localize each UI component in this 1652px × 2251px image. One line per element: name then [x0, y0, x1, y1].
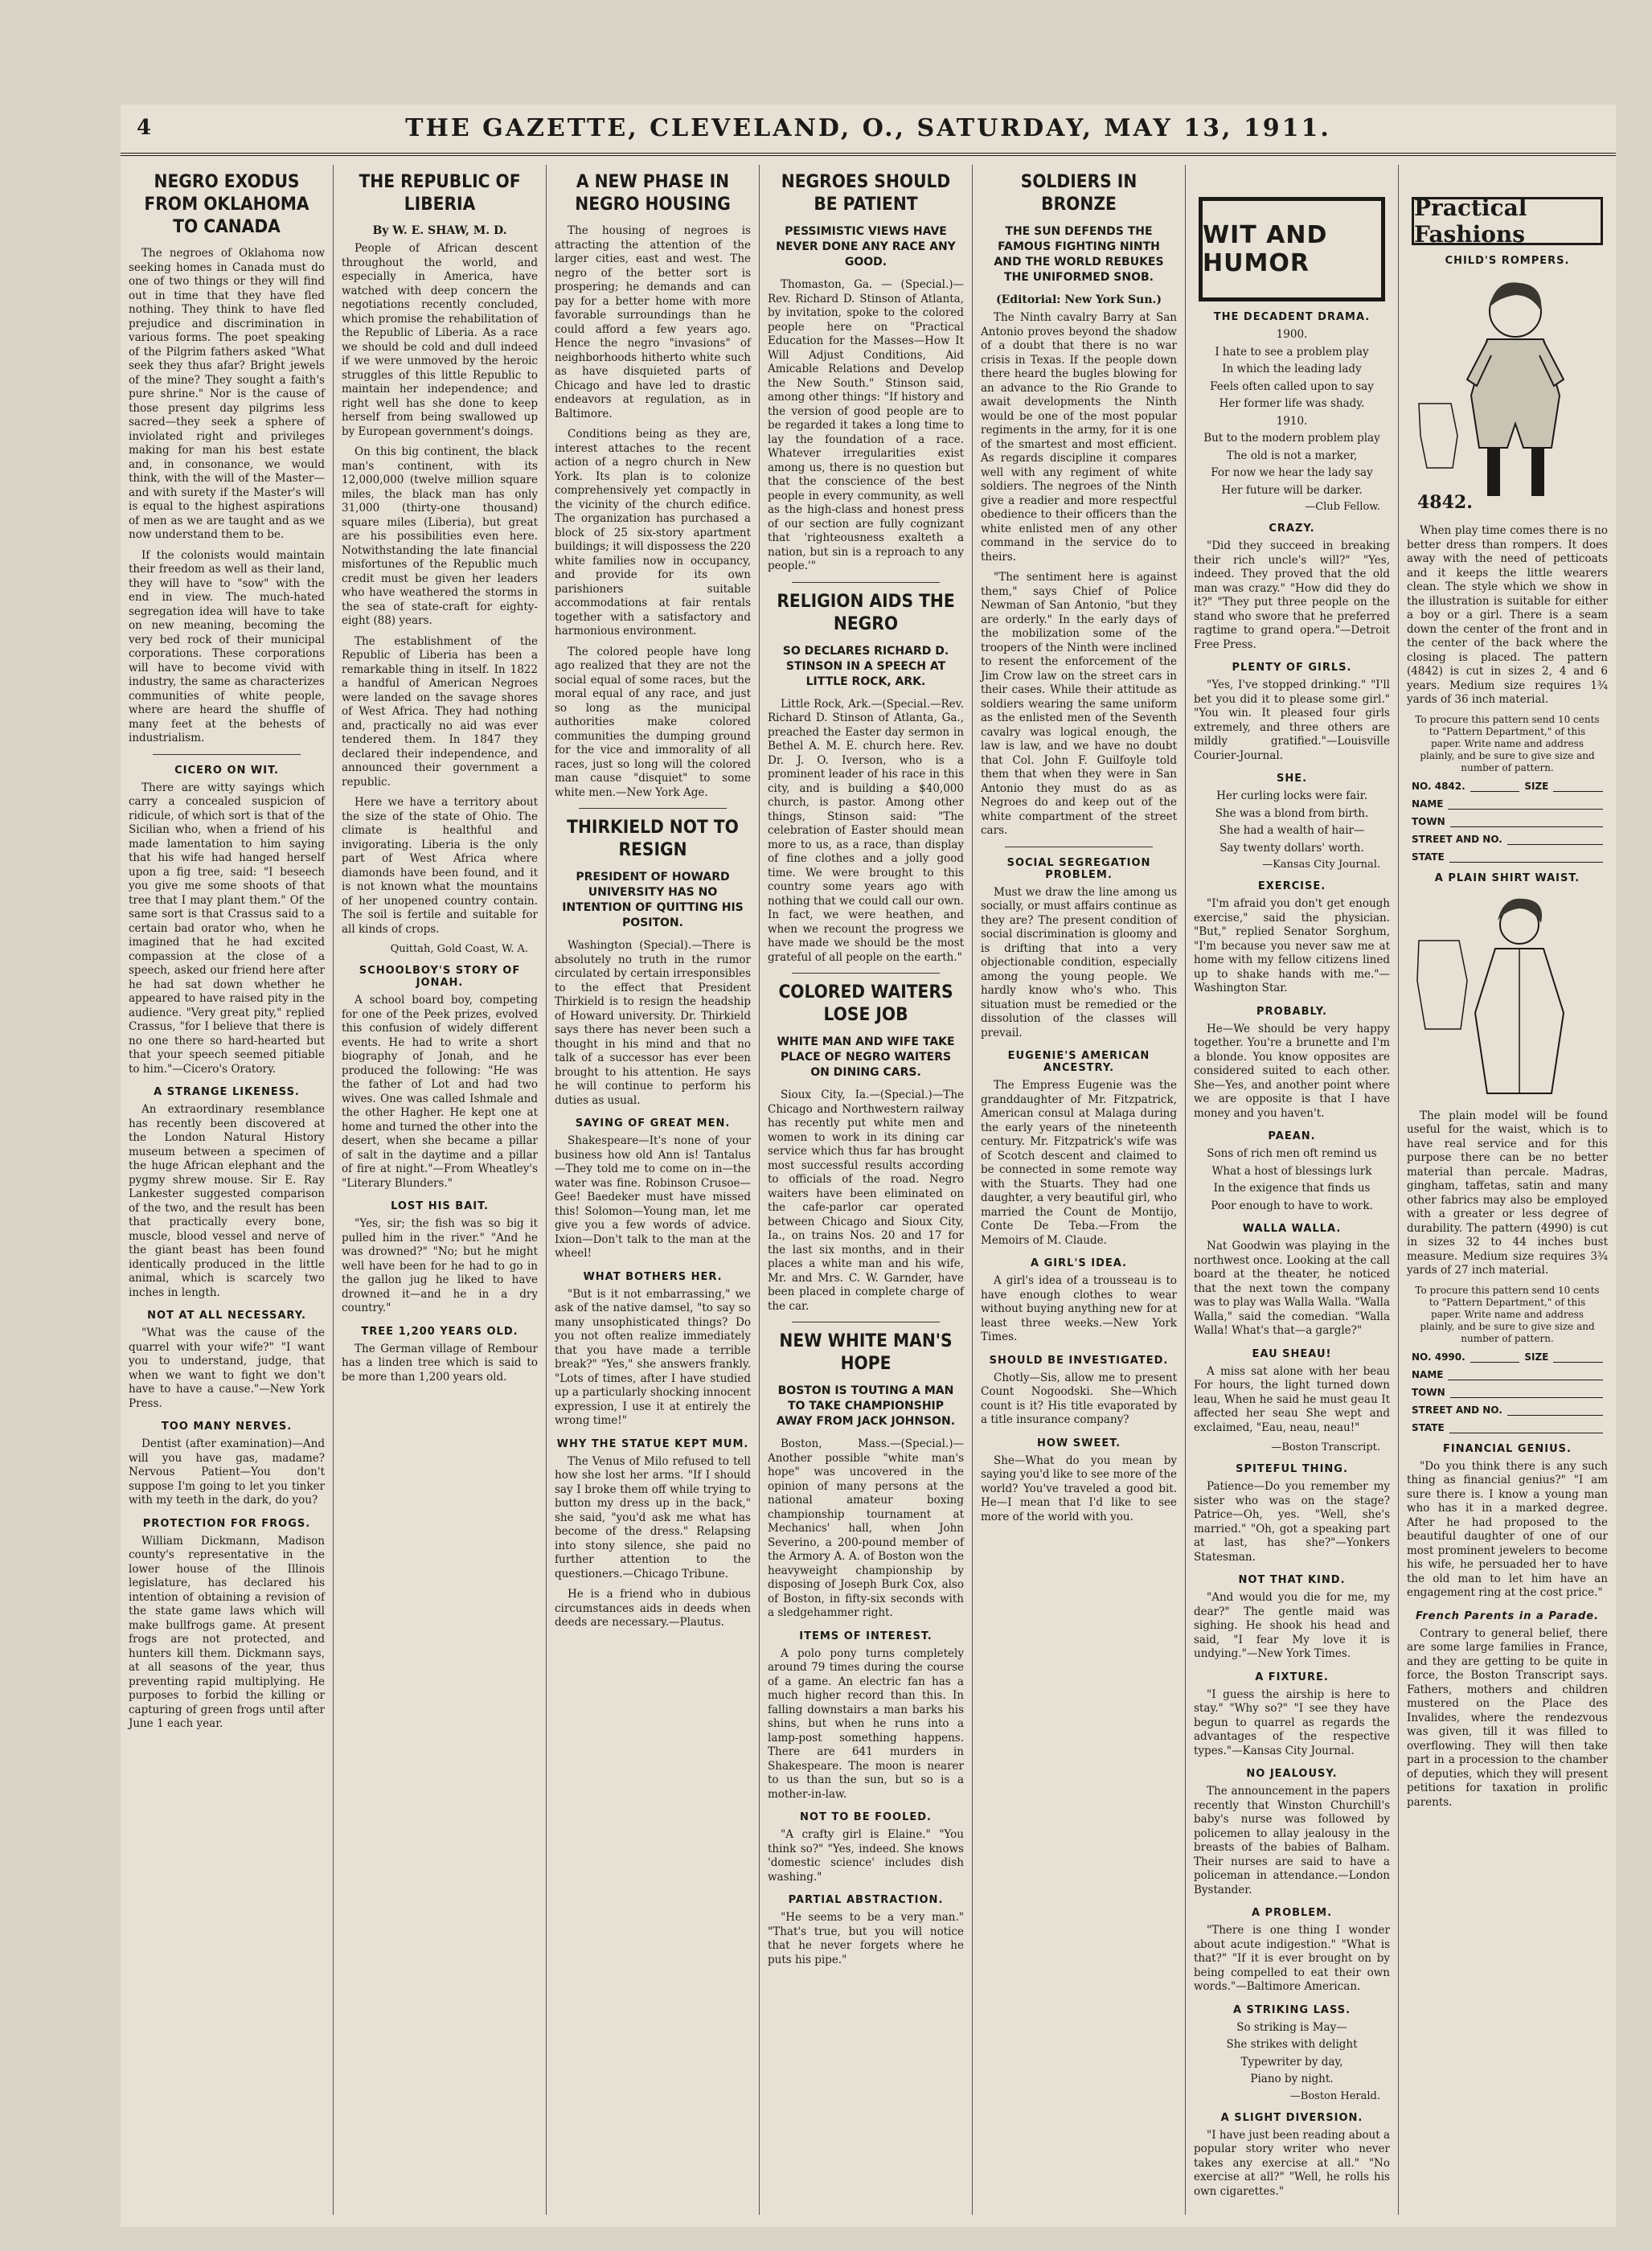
- form-label: TOWN: [1412, 815, 1445, 827]
- order-form-name: [1412, 798, 1603, 810]
- article-paragraph: Little Rock, Ark.—(Special.—Rev. Richard D. Stinson of Atlanta, Ga., preached the Easter day sermon in Bethel A. M. E. church here. Rev. Dr. J. O. Iverson, who is a prominent leader of his race in this city, and is building a $40,000 church, is pastor. Among other things, Stinson said: "The celebration of Easter should mean more to us, as a race, than display of fine clothes and a jolly good time. We were brought to this country some years ago with nothing that we could call our own. In fact, we were heathen, and when we recount the progress we have made we should be the most grateful of all people on the earth.": [768, 697, 964, 964]
- page-number: 4: [137, 116, 152, 140]
- headline-thirkield: THIRKIELD NOT TO RESIGN: [567, 818, 739, 860]
- section-heading: PLENTY OF GIRLS.: [1232, 662, 1352, 674]
- order-form-number: [1412, 781, 1603, 792]
- divider: [792, 582, 940, 583]
- article-paragraph: There are witty sayings which carry a concealed suspicion of ridicule, of which sort is that of the Sicilian who, when a friend of his made lamentation to him saying that his wife had hanged herself upon a fig tree, said: "I beseech you give me some shoots of that tree that I may plant them." Of the same sort is that Crassus said to a certain bad orator who, when he imagined that he had excited compassion at the close of a speech, asked our friend here after he had sat down whether he appeared to have raised pity in the audience. "Very great pity," replied Crassus, "for I believe that there is no one there so hard-hearted but that your speech seemed pitiable to him."—Cicero's Oratory.: [129, 781, 325, 1076]
- headline-soldiers-in-bronze: SOLDIERS IN BRONZE: [1020, 172, 1138, 215]
- form-label: STATE: [1412, 1421, 1445, 1433]
- headline-religion-aids: RELIGION AIDS THE NEGRO: [777, 591, 955, 634]
- form-label: NO. 4990.: [1412, 1351, 1465, 1363]
- poem-line: 1900.: [1276, 328, 1308, 341]
- article-paragraph: If the colonists would maintain their freedom as well as their land, they will have to "sow" with the end in view. The much-hated segregation idea will have to take on new meaning, becoming the very bed rock of their municipal corporations. These corporations will have to become vivid with industry, the same as characterizes communities of white people, where are heard the shuffle of many feet at the behests of industrialism.: [129, 548, 325, 744]
- section-heading: SHE.: [1276, 773, 1308, 785]
- form-blank[interactable]: [1448, 798, 1603, 810]
- newspaper-page: [121, 105, 1616, 2227]
- poem-line: Her future will be darker.: [1221, 483, 1363, 497]
- section-heading: EAU SHEAU!: [1252, 1347, 1332, 1360]
- practical-fashions-header: Practical Fashions: [1412, 197, 1603, 245]
- column-1: [121, 165, 334, 2215]
- section-heading: LOST HIS BAIT.: [391, 1200, 489, 1212]
- article-paragraph: "I'm afraid you don't get enough exercise," said the physician. "But," replied Senator Sorghum, "I'm because you never saw me at home with my fellow citizens lined up to shake hands with me."—Washington Star.: [1194, 897, 1390, 994]
- subheadline: THE SUN DEFENDS THE FAMOUS FIGHTING NINTH AND THE WORLD REBUKES THE UNIFORMED SNOB.: [994, 225, 1164, 284]
- attribution: —Boston Transcript.: [1271, 1441, 1380, 1454]
- divider: [792, 973, 940, 974]
- section-heading: PROTECTION FOR FROGS.: [142, 1517, 311, 1530]
- article-paragraph: The Ninth cavalry Barry at San Antonio proves beyond the shadow of a doubt that there is no war crisis in Texas. If the people down there heard the bugles blowing for an advance to the Rio Grande to await developments the Ninth would be one of the most popular regiments in the army, for it is one of the smartest and most efficient. As regards discipline it compares well with any regiment of white soldiers. The negroes of the Ninth give a readier and more respectful obedience to their officers than the white enlisted men of any other command in the service do to theirs.: [981, 311, 1177, 564]
- subheadline: BOSTON IS TOUTING A MAN TO TAKE CHAMPIONSHIP AWAY FROM JACK JOHNSON.: [776, 1384, 956, 1428]
- source-line: (Editorial: New York Sun.): [996, 293, 1162, 306]
- form-blank[interactable]: [1450, 816, 1603, 827]
- article-paragraph: "Did they succeed in breaking their rich uncle's will?" "Yes, indeed. They proved that the old man was crazy." "How did they do it?" "They put three people on the stand who swore that he preferred ragtime to grand opera."—Detroit Free Press.: [1194, 539, 1390, 651]
- column-3: [547, 165, 760, 2215]
- article-paragraph: "Yes, sir; the fish was so big it pulled him in the river." "And he was drowned?" "No; but he might well have been for he had to go in the gallon jug he liked to have drowned it—and he in a dry country.": [342, 1217, 538, 1314]
- article-paragraph: The Venus of Milo refused to tell how she lost her arms. "If I should say I broke them off while trying to button my dress up in the back," she said, "you'd ask me what has become of the dress." Relapsing into stony silence, she paid no further attention to the questioners.—Chicago Tribune.: [555, 1454, 751, 1581]
- column-4: [760, 165, 973, 2215]
- form-label: STATE: [1412, 851, 1445, 863]
- subheadline: PRESIDENT OF HOWARD UNIVERSITY HAS NO INTENTION OF QUITTING HIS POSITON.: [562, 871, 744, 929]
- article-paragraph: People of African descent throughout the world, and especially in America, have watched with deep concern the negotiations recently concluded, which promise the rehabilitation of the Republic of Liberia. As a race we should be cold and dull indeed if we were unmoved by the heroic struggles of this little Republic to maintain her independence; and right well has she done to keep herself from being swallowed up by European government's doings.: [342, 242, 538, 438]
- divider: [579, 808, 727, 809]
- poem-line: She strikes with delight: [1226, 2038, 1358, 2051]
- article-paragraph: "A crafty girl is Elaine." "You think so?" "Yes, indeed. She knows 'domestic science' includes dish washing.": [768, 1828, 964, 1884]
- form-label: NO. 4842.: [1412, 780, 1465, 792]
- column-7: [1399, 165, 1616, 2215]
- poem-line: Her curling locks were fair.: [1216, 789, 1367, 802]
- article-paragraph: The plain model will be found useful for the waist, which is to have real service and for this purpose there can be no better material than percale. Madras, gingham, taffetas, satin and many other fabrics may also be employed with a greater or less degree of durability. The pattern (4990) is cut in sizes 32 to 44 inches bust measure. Medium size requires 3¾ yards of 27 inch material.: [1407, 1109, 1608, 1277]
- article-paragraph: "But is it not embarrassing," we ask of the native damsel, "to say so many unsophisticated things? Do you not often realize immediately that you have made a terrible break?" "Yes," she answers frankly. "Lots of times, after I have studied up a particularly shocking innocent expression, I use it at entirely the wrong time!": [555, 1287, 751, 1427]
- poem-line: For now we hear the lady say: [1211, 466, 1373, 479]
- poem-line: 1910.: [1276, 414, 1308, 428]
- article-paragraph: Patience—Do you remember my sister who was on the stage? Patrice—Oh, yes. "Well, she's married." "Oh, got a speaking part at last, has she?"—Yonkers Statesman.: [1194, 1480, 1390, 1564]
- article-paragraph: The negroes of Oklahoma now seeking homes in Canada must do one of two things or they will find out in time that they have fled nothing. They think to have fled prejudice and discrimination in various forms. The poet speaking of the Pilgrim fathers asked "What seek they thus afar? Bright jewels of the mine? They sought a faith's pure shrine." Nor is the cause of those present day pilgrims less sacred—they seek a sphere of inviolated right and privileges making for man his best estate and, in consonance, we would think, with the will of the Master—and with surety if the Master's will is equal to the highest aspirations of men as we are taught and as we now understand them to be.: [129, 247, 325, 541]
- back-view-sketch: [1417, 941, 1467, 1029]
- article-paragraph: Here we have a territory about the size of the state of Ohio. The climate is healthful and invigorating. Liberia is the only part of West Africa where diamonds have been found, and it is not known what the mountains of her unopened country contain. The soil is fertile and suitable for all kinds of crops.: [342, 796, 538, 936]
- article-paragraph: "Do you think there is any such thing as financial genius?" "I am sure there is. I know a young man who has it in a marked degree. After he had proposed to the beautiful daughter of one of our most prominent jewelers to become his wife, he persuaded her to have the old man to let him have an engagement ring at the cost price.": [1407, 1459, 1608, 1599]
- article-paragraph: An extraordinary resemblance has recently been discovered at the London Natural History museum between a specimen of the huge African elephant and the pygmy shrew mouse. Sir E. Ray Lankester suggested comparison of the two, and the result has been that practically every bone, muscle, blood vessel and nerve of the giant beast has been found identically produced in the little animal, which is scarcely two inches in length.: [129, 1103, 325, 1299]
- section-heading: THE DECADENT DRAMA.: [1213, 311, 1371, 323]
- article-paragraph: "Yes, I've stopped drinking." "I'll bet you did it to please some girl." "You win. It pleased four girls extremely, and three others are mildly gratified."—Louisville Courier-Journal.: [1194, 679, 1390, 762]
- section-heading: CHILD'S ROMPERS.: [1445, 255, 1570, 267]
- poem-line: But to the modern problem play: [1203, 432, 1380, 445]
- article-paragraph: "I have just been reading about a popular story writer who never takes any exercise at all." "No exercise at all?" "Well, he rolls his own cigarettes.": [1194, 2128, 1390, 2198]
- article-paragraph: When play time comes there is no better dress than rompers. It does away with the need of petticoats and it keeps the little wearers clean. The style which we show in the illustration is suitable for either a boy or a girl. There is a seam down the center of the front and in the center of the back where the closing is placed. The pattern (4842) is cut in sizes 2, 4 and 6 years. Medium size requires 1¾ yards of 36 inch material.: [1407, 524, 1608, 706]
- child-leg: [1487, 448, 1500, 496]
- article-paragraph: Conditions being as they are, interest attaches to the recent action of a negro church in New York. Its plan is to colonize comprehensively yet compactly in the vicinity of the church edifice. The organization has purchased a block of 25 six-story apartment buildings; it will dispossess the 220 white families now in occupancy, and provide for its own parishioners suitable accommodations at fair rentals together with a satisfactory and harmonious environment.: [555, 428, 751, 638]
- form-blank[interactable]: [1553, 1351, 1603, 1363]
- section-heading: A PLAIN SHIRT WAIST.: [1434, 871, 1580, 884]
- poem-line: Her former life was shady.: [1219, 397, 1365, 410]
- article-paragraph: Dentist (after examination)—And will you have gas, madame? Nervous Patient—You don't suppose I'm going to let you tinker with my teeth in the dark, do you?: [129, 1437, 325, 1507]
- article-paragraph: Thomaston, Ga. — (Special.)—Rev. Richard D. Stinson of Atlanta, by invitation, spoke to the colored people here on "Practical Education for the Masses—How It Will Adjust Conditions, Aid Amicable Relations and Develop the New South." Stinson said, among other things: "If history and the version of good people are to be regarded it takes a long time to lay the foundation of a race. Whatever irregularities exist among us, there is no question but that the conscience of the best people in every community, as well as the high-class and honest press of our section are fully cognizant that 'righteousness exalteth a nation, but sin is a reproach to any people.'": [768, 278, 964, 572]
- pattern-number: 4842.: [1417, 492, 1473, 513]
- section-heading: NOT TO BE FOOLED.: [800, 1811, 932, 1823]
- section-heading: PAEAN.: [1268, 1130, 1316, 1142]
- form-label: NAME: [1412, 1368, 1444, 1380]
- section-heading: SOCIAL SEGREGATION PROBLEM.: [1006, 856, 1151, 881]
- poem-line: Sons of rich men oft remind us: [1207, 1147, 1377, 1160]
- signature: Quittah, Gold Coast, W. A.: [390, 943, 528, 955]
- section-heading: WHY THE STATUE KEPT MUM.: [556, 1437, 749, 1450]
- poem-line: I hate to see a problem play: [1215, 345, 1369, 359]
- article-paragraph: "The sentiment here is against them," says Chief of Police Newman of San Antonio, "but they are orderly." In the early days of the mobilization some of the troopers of the Ninth were inclined to resent the enforcement of the Jim Crow law on the street cars in their cases. While their attitude as soldiers wearing the same uniform as the enlisted men of the Seventh cavalry was logical enough, the law is law, and we have no doubt that Col. John F. Guilfoyle told them that when they were in San Antonio they must do as as Negroes do and keep out of the white compartment of the street cars.: [981, 571, 1177, 837]
- order-form-street: [1412, 1404, 1603, 1416]
- poem-line: She had a wealth of hair—: [1219, 824, 1365, 837]
- section-heading: PROBABLY.: [1256, 1005, 1327, 1018]
- section-heading: A STRANGE LIKENESS.: [154, 1086, 300, 1098]
- subheadline: WHITE MAN AND WIFE TAKE PLACE OF NEGRO WAITERS ON DINING CARS.: [777, 1035, 955, 1079]
- order-form-state: [1412, 1422, 1603, 1433]
- child-leg: [1531, 448, 1544, 496]
- section-heading: A STRIKING LASS.: [1232, 2003, 1351, 2016]
- form-label: STREET AND NO.: [1412, 833, 1502, 845]
- section-heading: PARTIAL ABSTRACTION.: [788, 1894, 944, 1906]
- section-heading: FINANCIAL GENIUS.: [1443, 1442, 1572, 1455]
- section-heading: A FIXTURE.: [1255, 1671, 1329, 1683]
- attribution: —Kansas City Journal.: [1262, 859, 1380, 871]
- article-paragraph: Sioux City, Ia.—(Special.)—The Chicago and Northwestern railway has recently put white men and women to work in its dining car service which thus far has brought most successful results according to officials of the road. Negro waiters have been eliminated on the cafe-parlor car operated between Chicago and Sioux City, Ia., on trains Nos. 20 and 17 for the last six months, and in their places a white man and his wife, Mr. and Mrs. C. W. Garnder, have been placed in complete charge of the car.: [768, 1089, 964, 1313]
- order-form-state: [1412, 851, 1603, 863]
- section-heading: EUGENIE'S AMERICAN ANCESTRY.: [1007, 1050, 1150, 1074]
- article-paragraph: "I guess the airship is here to stay." "Why so?" "I see they have begun to quarrel as regards the advantages of the respective types."—Kansas City Journal.: [1194, 1687, 1390, 1757]
- form-label: TOWN: [1412, 1386, 1445, 1398]
- child-rompers-illustration: [1411, 275, 1604, 516]
- masthead: [121, 105, 1616, 156]
- byline: By W. E. SHAW, M. D.: [372, 224, 507, 237]
- form-blank[interactable]: [1448, 1369, 1603, 1380]
- poem-line: Typewriter by day,: [1240, 2055, 1343, 2069]
- form-label: SIZE: [1524, 780, 1549, 792]
- poem: [1194, 789, 1390, 855]
- form-blank[interactable]: [1507, 1404, 1603, 1416]
- form-blank[interactable]: [1507, 834, 1603, 845]
- article-paragraph: Boston, Mass.—(Special.)—Another possible "white man's hope" was uncovered in the opinion of many persons at the national amateur boxing championship tournament at Mechanics' hall, when John Severino, a 200-pound member of the Armory A. A. of Boston won the heavyweight championship by disposing of Joseph Burk Cox, also of Boston, in fifty-six seconds with a sledgehammer right.: [768, 1437, 964, 1619]
- article-paragraph: The German village of Rembour has a linden tree which is said to be more than 1,200 years old.: [342, 1342, 538, 1384]
- section-heading: EXERCISE.: [1257, 880, 1326, 892]
- divider: [153, 754, 301, 755]
- article-paragraph: A girl's idea of a trousseau is to have enough clothes to wear without buying anything new for at least three weeks.—New York Times.: [981, 1274, 1177, 1343]
- masthead-title: THE GAZETTE, CLEVELAND, O., SATURDAY, MAY 13, 1911.: [405, 114, 1331, 142]
- form-blank[interactable]: [1470, 781, 1520, 792]
- article-paragraph: Washington (Special).—There is absolutely no truth in the rumor circulated by certain irresponsibles to the effect that President Thirkield is to resign the headship of Howard university. Dr. Thirkield says there has never been such a thought in his mind and that no talk of a successor has ever been brought to his attention. He says he will continue to perform his duties as usual.: [555, 939, 751, 1107]
- section-heading: WHAT BOTHERS HER.: [583, 1270, 723, 1283]
- form-label: STREET AND NO.: [1412, 1404, 1502, 1416]
- section-heading: HOW SWEET.: [1036, 1437, 1121, 1449]
- poem-line: Piano by night.: [1250, 2073, 1334, 2085]
- poem-line: Feels often called upon to say: [1210, 379, 1374, 393]
- attribution: —Club Fellow.: [1305, 501, 1380, 513]
- section-heading: CICERO ON WIT.: [174, 764, 279, 777]
- article-paragraph: Shakespeare—It's none of your business how old Ann is! Tantalus—They told me to come on in—the water was fine. Robinson Crusoe—Gee! Baedeker must have missed this! Solomon—Young man, let me give you a few words of advice. Ixion—Don't talk to the man at the wheel!: [555, 1134, 751, 1260]
- article-paragraph: Must we draw the line among us socially, or must affairs continue as they are? The present condition of social discrimination is gloomy and is drifting that into a very objectionable condition, especially among the young people. We hardly know who's who. This situation must be remedied or the dissolution of the classes will prevail.: [981, 885, 1177, 1039]
- article-paragraph: "He seems to be a very man." "That's true, but you will notice that he never forgets where he puts his pipe.": [768, 1911, 964, 1966]
- column-2: [334, 165, 547, 2215]
- section-heading: A SLIGHT DIVERSION.: [1220, 2111, 1363, 2124]
- poem: [1194, 328, 1390, 498]
- poem-line: What a host of blessings lurk: [1211, 1164, 1372, 1178]
- order-form-town: [1412, 816, 1603, 827]
- poem: [1194, 1147, 1390, 1213]
- section-heading: SPITEFUL THING.: [1236, 1463, 1348, 1475]
- section-heading: NO JEALOUSY.: [1246, 1768, 1338, 1780]
- form-blank[interactable]: [1553, 781, 1603, 792]
- form-blank[interactable]: [1449, 851, 1603, 863]
- article-paragraph: A miss sat alone with her beau For hours, the light turned down leau, When he said he must geau It affected her seau She wept and exclaimed, "Eau, neau, neau!": [1194, 1364, 1390, 1434]
- headline-negroes-patient: NEGROES SHOULD BE PATIENT: [781, 172, 951, 215]
- column-5: [973, 165, 1186, 2215]
- subheadline: PESSIMISTIC VIEWS HAVE NEVER DONE ANY RACE ANY GOOD.: [776, 225, 956, 269]
- form-label: SIZE: [1524, 1351, 1549, 1363]
- article-paragraph: On this big continent, the black man's continent, with its 12,000,000 (twelve million square miles, the black man has only 31,000 (thirty-one thousand) square miles (Liberia), but great are his possibilities even here. Notwithstanding the late financial misfortunes of the Republic much credit must be given her leaders who have weathered the storms in the sea of state-craft for eighty-eight (88) years.: [342, 445, 538, 627]
- order-form-number: [1412, 1351, 1603, 1363]
- attribution: —Boston Herald.: [1289, 2089, 1380, 2102]
- article-paragraph: "There is one thing I wonder about acute indigestion." "What is that?" "If it is ever brought on by being compelled to eat their own words."—Baltimore American.: [1194, 1924, 1390, 1993]
- form-blank[interactable]: [1449, 1422, 1603, 1433]
- article-paragraph: A polo pony turns completely around 79 times during the course of a game. An electric fan has a much higher record than this. In falling downstairs a man barks his shins, but when he runs into a lamp-post something happens. There are 641 murders in Shakespeare. The moon is nearer to us than the sun, but so is a mother-in-law.: [768, 1646, 964, 1801]
- section-heading: TOO MANY NERVES.: [161, 1421, 293, 1433]
- wit-and-humor-header: WIT AND HUMOR: [1199, 197, 1385, 301]
- poem-line: In the exigence that finds us: [1213, 1182, 1371, 1195]
- article-paragraph: The colored people have long ago realized that they are not the social equal of some races, but the moral equal of any race, and just so long as the municipal authorities make colored communities the dumping ground for the vice and immorality of all races, just so long will the colored man cause "disquiet" to some white men.—New York Age.: [555, 645, 751, 799]
- section-heading: TREE 1,200 YEARS OLD.: [361, 1325, 519, 1338]
- headline-negro-housing: A NEW PHASE IN NEGRO HOUSING: [575, 172, 731, 215]
- poem: [1194, 2021, 1390, 2087]
- section-heading: NOT THAT KIND.: [1238, 1574, 1346, 1586]
- poem-line: She was a blond from birth.: [1215, 806, 1369, 820]
- article-paragraph: "And would you die for me, my dear?" The gentle maid was sighing. He shook his head and said, "I fear My love it is undying."—New York Times.: [1194, 1591, 1390, 1660]
- shirt-waist-illustration: [1411, 892, 1604, 1101]
- article-paragraph: The housing of negroes is attracting the attention of the larger cities, east and west. The negro of the better sort is prospering; he demands and can pay for a better home with more favorable surroundings than he could afford a few years ago. Hence the negro "invasions" of neighborhoods hitherto white such as have disquieted parts of Chicago and have led to drastic endeavors at regulation, as in Baltimore.: [555, 224, 751, 420]
- headline-negro-exodus: NEGRO EXODUS FROM OKLAHOMA TO CANADA: [144, 172, 309, 237]
- form-blank[interactable]: [1470, 1351, 1520, 1363]
- article-paragraph: The establishment of the Republic of Liberia has been a remarkable thing in itself. In 1822 a handful of American Negroes were landed on the savage shores of West Africa. They had nothing and, practically no aid was ever tendered them. In 1847 they declared their independence, and announced their government a republic.: [342, 634, 538, 789]
- article-paragraph: Chotly—Sis, allow me to present Count Nogoodski. She—Which count is it? His title evaporated by a title insurance company?: [981, 1371, 1177, 1426]
- order-instructions: To procure this pattern send 10 cents to "Pattern Department," of this paper. Write name and address plainly, and be sure to give size and number of pattern.: [1415, 1284, 1600, 1344]
- form-blank[interactable]: [1450, 1387, 1603, 1398]
- poem-line: In which the leading lady: [1222, 363, 1362, 375]
- subheadline: SO DECLARES RICHARD D. STINSON IN A SPEECH AT LITTLE ROCK, ARK.: [782, 644, 949, 688]
- poem-line: So striking is May—: [1236, 2020, 1347, 2034]
- poem-line: Say twenty dollars' worth.: [1220, 841, 1364, 855]
- section-heading: SHOULD BE INVESTIGATED.: [989, 1354, 1169, 1367]
- headline-republic-of-liberia: THE REPUBLIC OF LIBERIA: [359, 172, 521, 215]
- order-form-name: [1412, 1369, 1603, 1380]
- article-paragraph: Contrary to general belief, there are some large families in France, and they are getting to be quite in force, the Boston Transcript says. Fathers, mothers and children mustered on the Place des Invalides, where the rendezvous was given, till it was filled to overflowing. They will then take part in a procession to the chamber of deputies, which they will present petitions for taxation in prolific parents.: [1407, 1626, 1608, 1809]
- section-heading: CRAZY.: [1269, 523, 1315, 535]
- article-paragraph: He—We should be very happy together. You're a brunette and I'm a blonde. You know opposites are considered suited to each other. She—Yes, and another point where we are opposite is that I have money and you haven't.: [1194, 1022, 1390, 1120]
- headline-white-mans-hope: NEW WHITE MAN'S HOPE: [779, 1331, 953, 1374]
- section-heading: A PROBLEM.: [1251, 1907, 1333, 1919]
- section-heading: SCHOOLBOY'S STORY OF JONAH.: [359, 965, 521, 989]
- form-label: NAME: [1412, 797, 1444, 810]
- poem-line: Poor enough to have to work.: [1211, 1199, 1373, 1212]
- column-6: [1186, 165, 1399, 2215]
- section-heading: NOT AT ALL NECESSARY.: [147, 1310, 306, 1322]
- article-paragraph: The announcement in the papers recently that Winston Churchill's baby's nurse was followed by policemen to allay jealousy in the breasts of the babies of Balham. Their nurses are said to have a policeman in attendance.—London Bystander.: [1194, 1785, 1390, 1896]
- order-instructions: To procure this pattern send 10 cents to "Pattern Department," of this paper. Write name and address plainly, and be sure to give size and number of pattern.: [1415, 713, 1600, 773]
- article-paragraph: William Dickmann, Madison county's representative in the lower house of the Illinois legislature, has declared his intention of obtaining a revision of the state game laws which will make bullfrogs game. At present frogs are not protected, and hunters kill them. Dickmann says, at all seasons of the year, thus preventing rapid multiplying. He purposes to forbid the killing or capturing of green frogs until after June 1 each year.: [129, 1534, 325, 1730]
- article-paragraph: A school board boy, competing for one of the Peek prizes, evolved this confusion of widely different events. He had to write a short biography of Jonah, and he produced the following: "He was the father of Lot and had two wives. One was called Ishmale and the other Hagher. He kept one at home and turned the other into the desert, when she became a pillar of salt in the daytime and a pillar of fire at night."—From Wheatley's "Literary Blunders.": [342, 994, 538, 1190]
- article-paragraph: Nat Goodwin was playing in the northwest once. Looking at the call board at the theater, he noticed that the next town the company was to play was Walla Walla. "Walla Walla," said the comedian. "Walla Walla! What's that—a gargle?": [1194, 1240, 1390, 1337]
- section-heading: WALLA WALLA.: [1242, 1223, 1342, 1235]
- article-paragraph: "What was the cause of the quarrel with your wife?" "I want you to understand, judge, that when we want to fight we don't have to have a cause."—New York Press.: [129, 1326, 325, 1410]
- article-paragraph: The Empress Eugenie was the granddaughter of Mr. Fitzpatrick, American consul at Malaga during the early years of the nineteenth century. Mr. Fitzpatrick's wife was of Scotch descent and claimed to be connected in some remote way with the Stuarts. They had one daughter, a very beautiful girl, who married the Count de Montijo, Conte De Teba.—From the Memoirs of M. Claude.: [981, 1079, 1177, 1247]
- headline-colored-waiters: COLORED WAITERS LOSE JOB: [778, 982, 953, 1025]
- order-form-street: [1412, 834, 1603, 845]
- order-form-town: [1412, 1387, 1603, 1398]
- section-heading: A GIRL'S IDEA.: [1030, 1257, 1127, 1269]
- section-heading: French Parents in a Parade.: [1415, 1609, 1600, 1622]
- poem-line: The old is not a marker,: [1226, 449, 1358, 462]
- section-heading: ITEMS OF INTEREST.: [799, 1630, 933, 1642]
- article-paragraph: She—What do you mean by saying you'd like to see more of the world? You've traveled a good bit. He—I mean that I'd like to see more of the world with you.: [981, 1454, 1177, 1523]
- back-view-sketch: [1419, 404, 1457, 468]
- section-heading: SAYING OF GREAT MEN.: [575, 1117, 731, 1130]
- article-paragraph: He is a friend who in dubious circumstances aids in deeds when deeds are necessary.—Plautus.: [555, 1588, 751, 1629]
